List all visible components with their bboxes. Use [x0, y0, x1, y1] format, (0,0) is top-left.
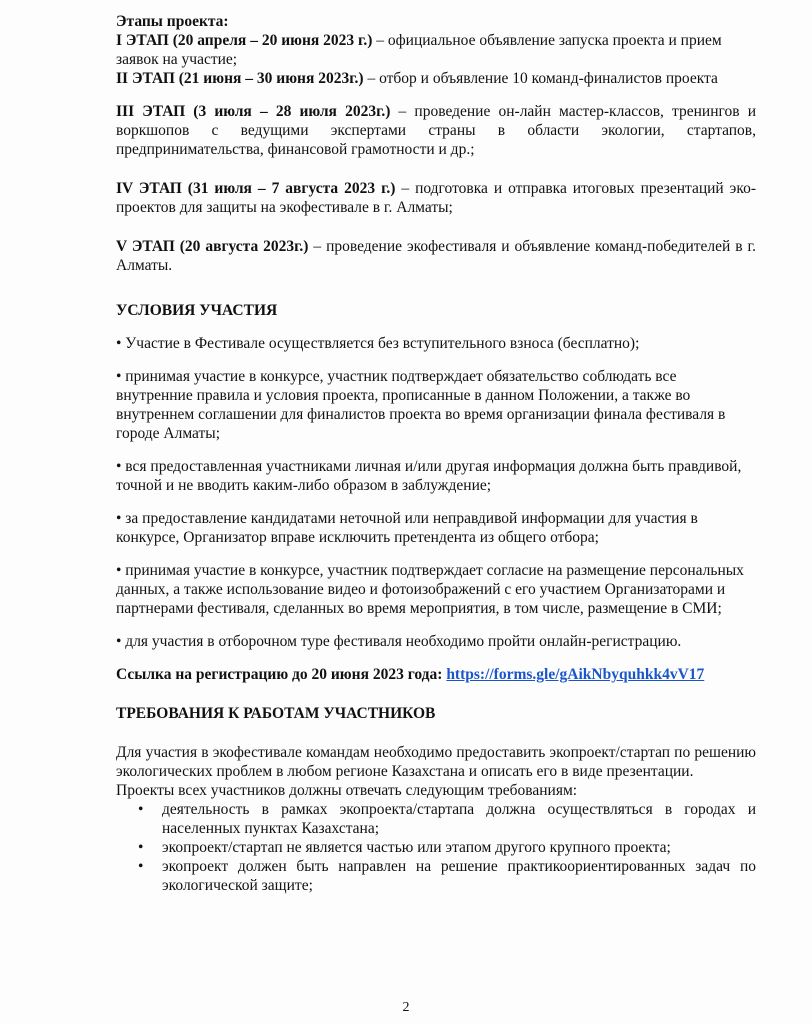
stage-5-text: – проведение экофестиваля и объявление команд-победителей в г. Алматы.: [116, 238, 756, 274]
requirement-item: • деятельность в рамках экопроекта/стартапа должна осуществляться в городах и населенных пунктах Казахстана;: [162, 800, 756, 838]
requirements-list: [116, 800, 756, 895]
stage-2: [116, 69, 756, 88]
requirement-item: • экопроект/стартап не является частью или этапом другого крупного проекта;: [162, 838, 756, 857]
conditions-heading: УСЛОВИЯ УЧАСТИЯ: [116, 302, 278, 319]
requirements-lead: Проекты всех участников должны отвечать следующим требованиям:: [116, 782, 578, 799]
registration-link[interactable]: https://forms.gle/gAikNbyquhkk4vV17: [446, 666, 705, 683]
condition-item: • вся предоставленная участниками личная и/или другая информация должна быть правдивой, точной и не вводить каким-либо образом в заблуждение;: [116, 458, 742, 494]
condition-item: • для участия в отборочном туре фестиваля необходимо пройти онлайн-регистрацию.: [116, 633, 682, 650]
stage-1-label: I ЭТАП (20 апреля – 20 июня 2023 г.): [116, 32, 373, 49]
stage-2-label: II ЭТАП (21 июня – 30 июня 2023г.): [116, 70, 364, 87]
stage-2-text: – отбор и объявление 10 команд-финалистов проекта: [363, 70, 718, 87]
page-number: 2: [402, 1000, 410, 1015]
stage-3: [116, 102, 756, 159]
stage-4: [116, 179, 756, 217]
stage-3-label: III ЭТАП (3 июля – 28 июля 2023г.): [116, 103, 391, 120]
stage-4-label: IV ЭТАП (31 июля – 7 августа 2023 г.): [116, 180, 396, 197]
document-page: [116, 12, 756, 895]
requirements-heading: ТРЕБОВАНИЯ К РАБОТАМ УЧАСТНИКОВ: [116, 705, 436, 722]
stage-4-text: – подготовка и отправка итоговых презентаций эко-проектов для защиты на экофестивале в г. Алматы;: [116, 180, 756, 216]
stage-1-text: – официальное объявление запуска проекта и прием заявок на участие;: [116, 32, 722, 68]
stage-5-label: V ЭТАП (20 августа 2023г.): [116, 238, 309, 255]
condition-item: • принимая участие в конкурсе, участник подтверждает согласие на размещение персональных данных, а также использование видео и фотоизображений с его участием Организаторами и партнерами фестиваля, сделанных во время мероприятия, в том числе, размещение в СМИ;: [116, 562, 744, 617]
stages-heading: Этапы проекта:: [116, 13, 229, 30]
condition-item: • за предоставление кандидатами неточной или неправдивой информации для участия в конкурсе, Организатор вправе исключить претендента из общего отбора;: [116, 510, 698, 546]
registration-label: Ссылка на регистрацию до 20 июня 2023 года:: [116, 666, 443, 683]
requirements-intro: Для участия в экофестивале командам необходимо предоставить экопроект/стартап по решению экологических проблем в любом регионе Казахстана и описать его в виде презентации.: [116, 744, 756, 780]
stage-1: [116, 31, 756, 69]
stage-3-text: – проведение он-лайн мастер-классов, тренингов и воркшопов с ведущими экспертами страны в области экологии, стартапов, предпринимательства, финансовой грамотности и др.;: [116, 103, 756, 158]
condition-item: • принимая участие в конкурсе, участник подтверждает обязательство соблюдать все внутренние правила и условия проекта, прописанные в данном Положении, а также во внутреннем соглашении для финалистов проекта во время организации финала фестиваля в городе Алматы;: [116, 368, 726, 442]
registration-line: [116, 665, 756, 684]
requirement-item: • экопроект должен быть направлен на решение практикоориентированных задач по экологической защите;: [162, 857, 756, 895]
stage-5: [116, 237, 756, 275]
condition-item: • Участие в Фестивале осуществляется без вступительного взноса (бесплатно);: [116, 335, 640, 352]
